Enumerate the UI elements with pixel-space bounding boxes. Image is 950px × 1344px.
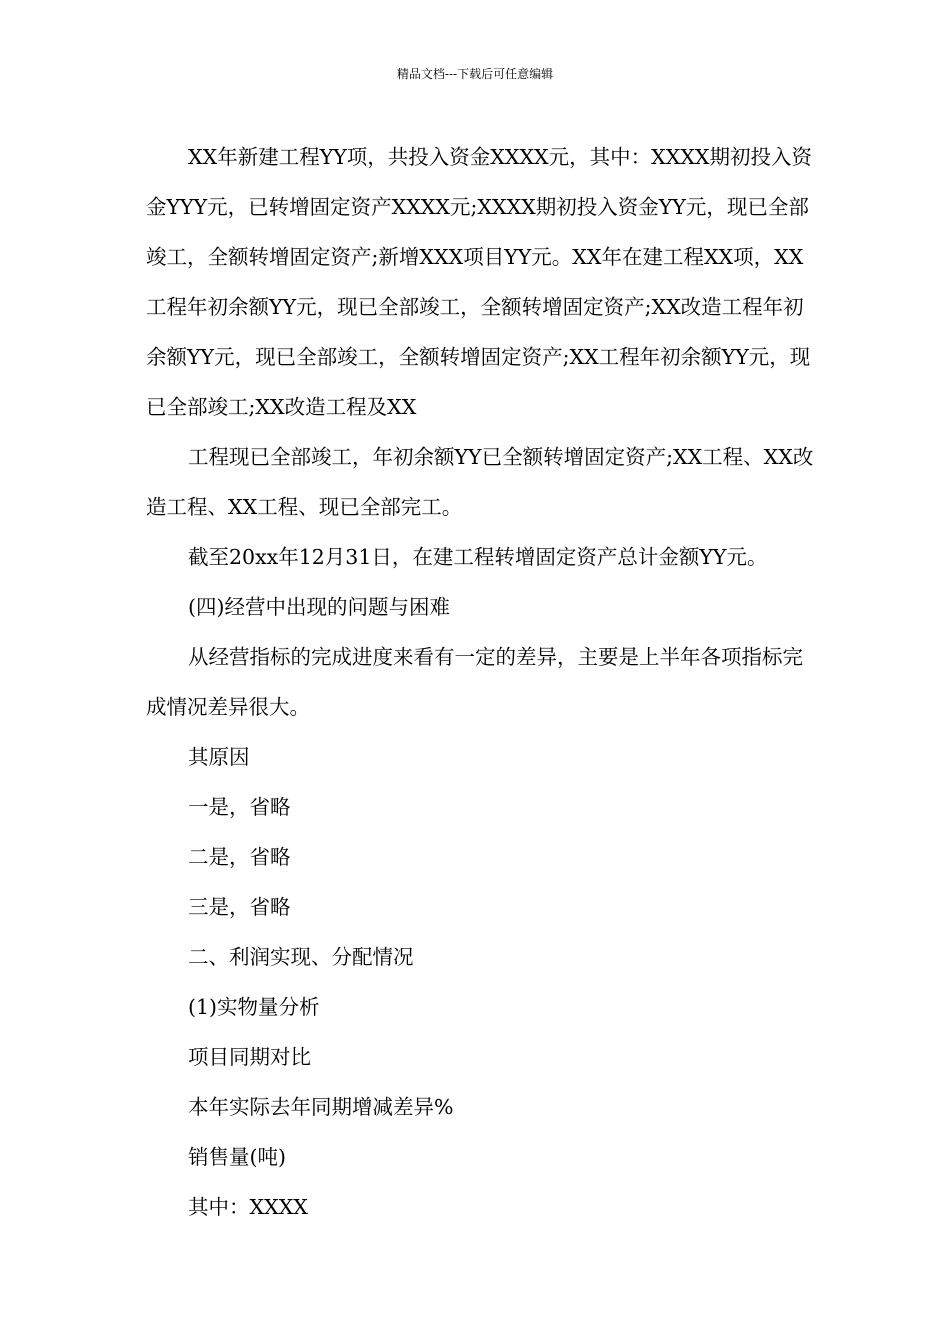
line-sales-volume: 销售量(吨) (188, 1145, 286, 1169)
section-heading-profit: 二、利润实现、分配情况 (188, 945, 414, 969)
paragraph-construction-projects: XX年新建工程YY项，共投入资金XXXX元，其中：XXXX期初投入资金YYY元，已转增固定资产XXXX元;XXXX期初投入资金YY元，现已全部竣工，全额转增固定资产;新增XXX项目YY元。XX年在建工程XX项，XX工程年初余额YY元，现已全部竣工，全额转增固定资产;XX改造工程年初余额YY元，现已全部竣工，全额转增固定资产;XX工程年初余额YY元，现已全部竣工;XX改造工程及XX (146, 145, 813, 419)
paragraph-completion-status: 工程现已全部竣工，年初余额YY已全额转增固定资产;XX工程、XX改造工程、XX工程、现已全部完工。 (146, 445, 814, 519)
paragraph-indicator-analysis: 从经营指标的完成进度来看有一定的差异，主要是上半年各项指标完成情况差异很大。 (146, 645, 803, 719)
reason-item-2: 二是，省略 (188, 845, 291, 869)
reason-item-3: 三是，省略 (188, 895, 291, 919)
reason-item-1: 一是，省略 (188, 795, 291, 819)
line-project-comparison: 项目同期对比 (188, 1045, 311, 1069)
line-of-which: 其中：XXXX (188, 1195, 308, 1219)
document-body (146, 132, 816, 1232)
subsection-heading-physical-analysis: (1)实物量分析 (188, 995, 320, 1019)
section-heading-problems: (四)经营中出现的问题与困难 (188, 595, 450, 619)
paragraph-reasons: 其原因 (188, 745, 250, 769)
page-header: 精品文档---下载后可任意编辑 (396, 67, 554, 81)
paragraph-total-amount: 截至20xx年12月31日，在建工程转增固定资产总计金额YY元。 (188, 545, 768, 569)
line-column-headers: 本年实际去年同期增减差异% (188, 1095, 454, 1119)
